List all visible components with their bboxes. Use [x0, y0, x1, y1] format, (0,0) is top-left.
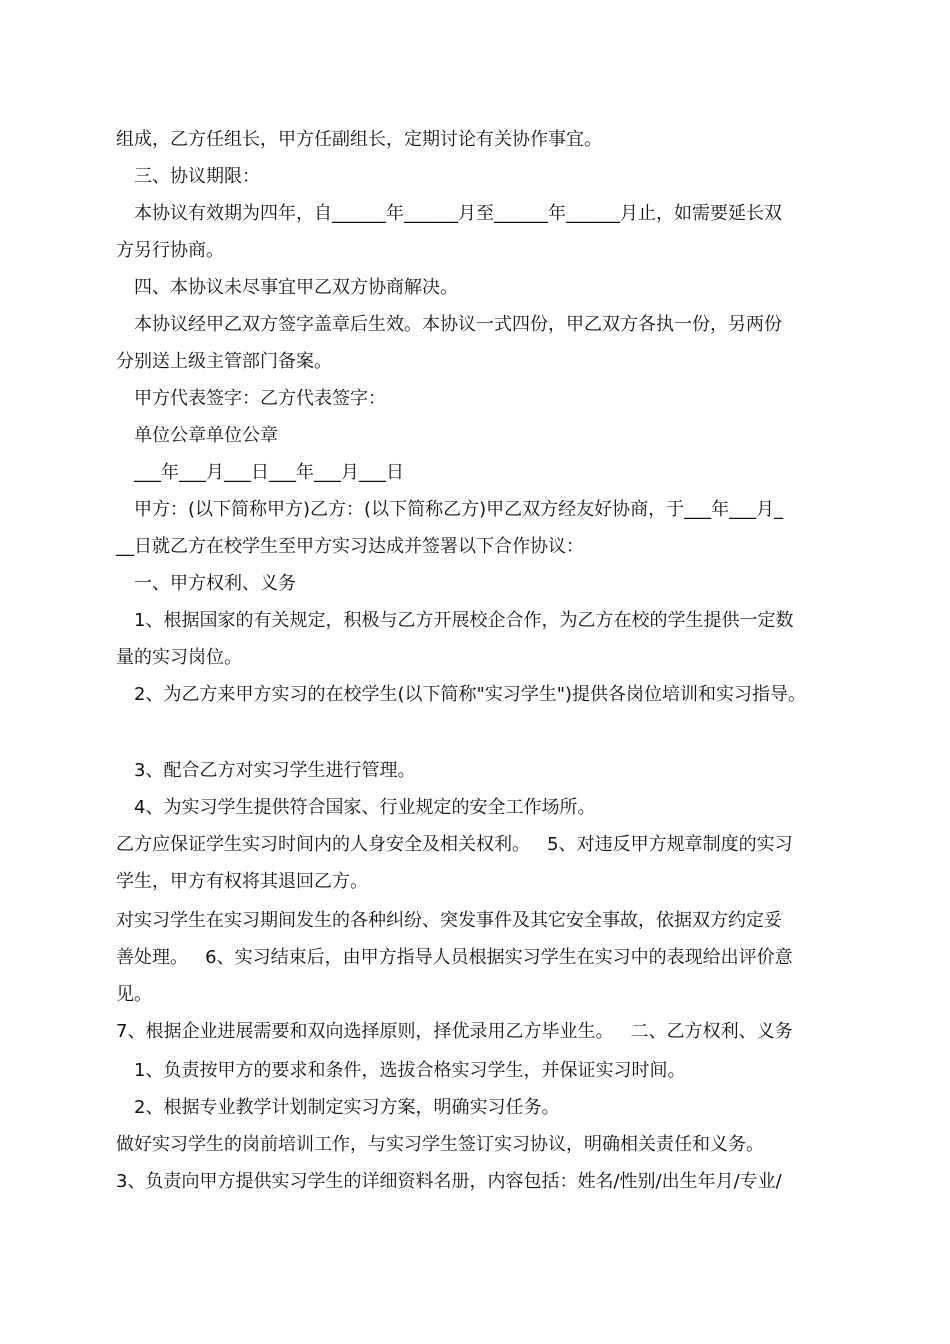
text-line: 7、根据企业进展需要和双向选择原则，择优录用乙方毕业生。 二、乙方权利、义务 [116, 1021, 793, 1042]
text-line: 3、负责向甲方提供实习学生的详细资料名册，内容包括：姓名/性别/出生年月/专业/ [116, 1171, 782, 1192]
text-line: 2、为乙方来甲方实习的在校学生(以下简称"实习学生")提供各岗位培训和实习指导。 [134, 684, 807, 705]
text-line: 本协议经甲乙双方签字盖章后生效。本协议一式四份，甲乙双方各执一份，另两份 [134, 314, 782, 335]
text-line: 学生，甲方有权将其退回乙方。 [116, 871, 368, 892]
text-line: 做好实习学生的岗前培训工作，与实习学生签订实习协议，明确相关责任和义务。 [116, 1134, 764, 1155]
section-heading: 四、本协议未尽事宜甲乙双方协商解决。 [134, 277, 458, 298]
text-line: 量的实习岗位。 [116, 647, 242, 668]
seal-line: 单位公章单位公章 [134, 425, 278, 446]
text-line: 对实习学生在实习期间发生的各种纠纷、突发事件及其它安全事故，依据双方约定妥 [116, 910, 782, 931]
text-line: 分别送上级主管部门备案。 [116, 351, 332, 372]
text-line: 1、根据国家的有关规定，积极与乙方开展校企合作，为乙方在校的学生提供一定数 [134, 610, 794, 631]
text-line: 善处理。 6、实习结束后，由甲方指导人员根据实习学生在实习中的表现给出评价意 [116, 947, 793, 968]
text-line: 3、配合乙方对实习学生进行管理。 [134, 760, 416, 781]
text-line: 4、为实习学生提供符合国家、行业规定的安全工作场所。 [134, 797, 596, 818]
date-line: ___年___月___日___年___月___日 [134, 462, 404, 483]
text-line: 乙方应保证学生实习时间内的人身安全及相关权利。 5、对违反甲方规章制度的实习 [116, 834, 793, 855]
section-heading: 三、协议期限： [134, 166, 260, 187]
text-line: __日就乙方在校学生至甲方实习达成并签署以下合作协议： [116, 536, 584, 557]
text-line: 见。 [116, 984, 152, 1005]
text-line: 本协议有效期为四年，自______年______月至______年______月止，如需要延长双 [134, 203, 782, 224]
text-line: 1、负责按甲方的要求和条件，选拔合格实习学生，并保证实习时间。 [134, 1060, 686, 1081]
text-line: 甲方：(以下简称甲方)乙方：(以下简称乙方)甲乙双方经友好协商，于___年___月_ [134, 499, 784, 520]
text-line: 组成，乙方任组长，甲方任副组长，定期讨论有关协作事宜。 [116, 129, 602, 150]
text-line: 2、根据专业教学计划制定实习方案，明确实习任务。 [134, 1097, 560, 1118]
section-heading: 一、甲方权利、义务 [134, 573, 296, 594]
signature-line: 甲方代表签字：乙方代表签字： [134, 388, 386, 409]
text-line: 方另行协商。 [116, 240, 224, 261]
